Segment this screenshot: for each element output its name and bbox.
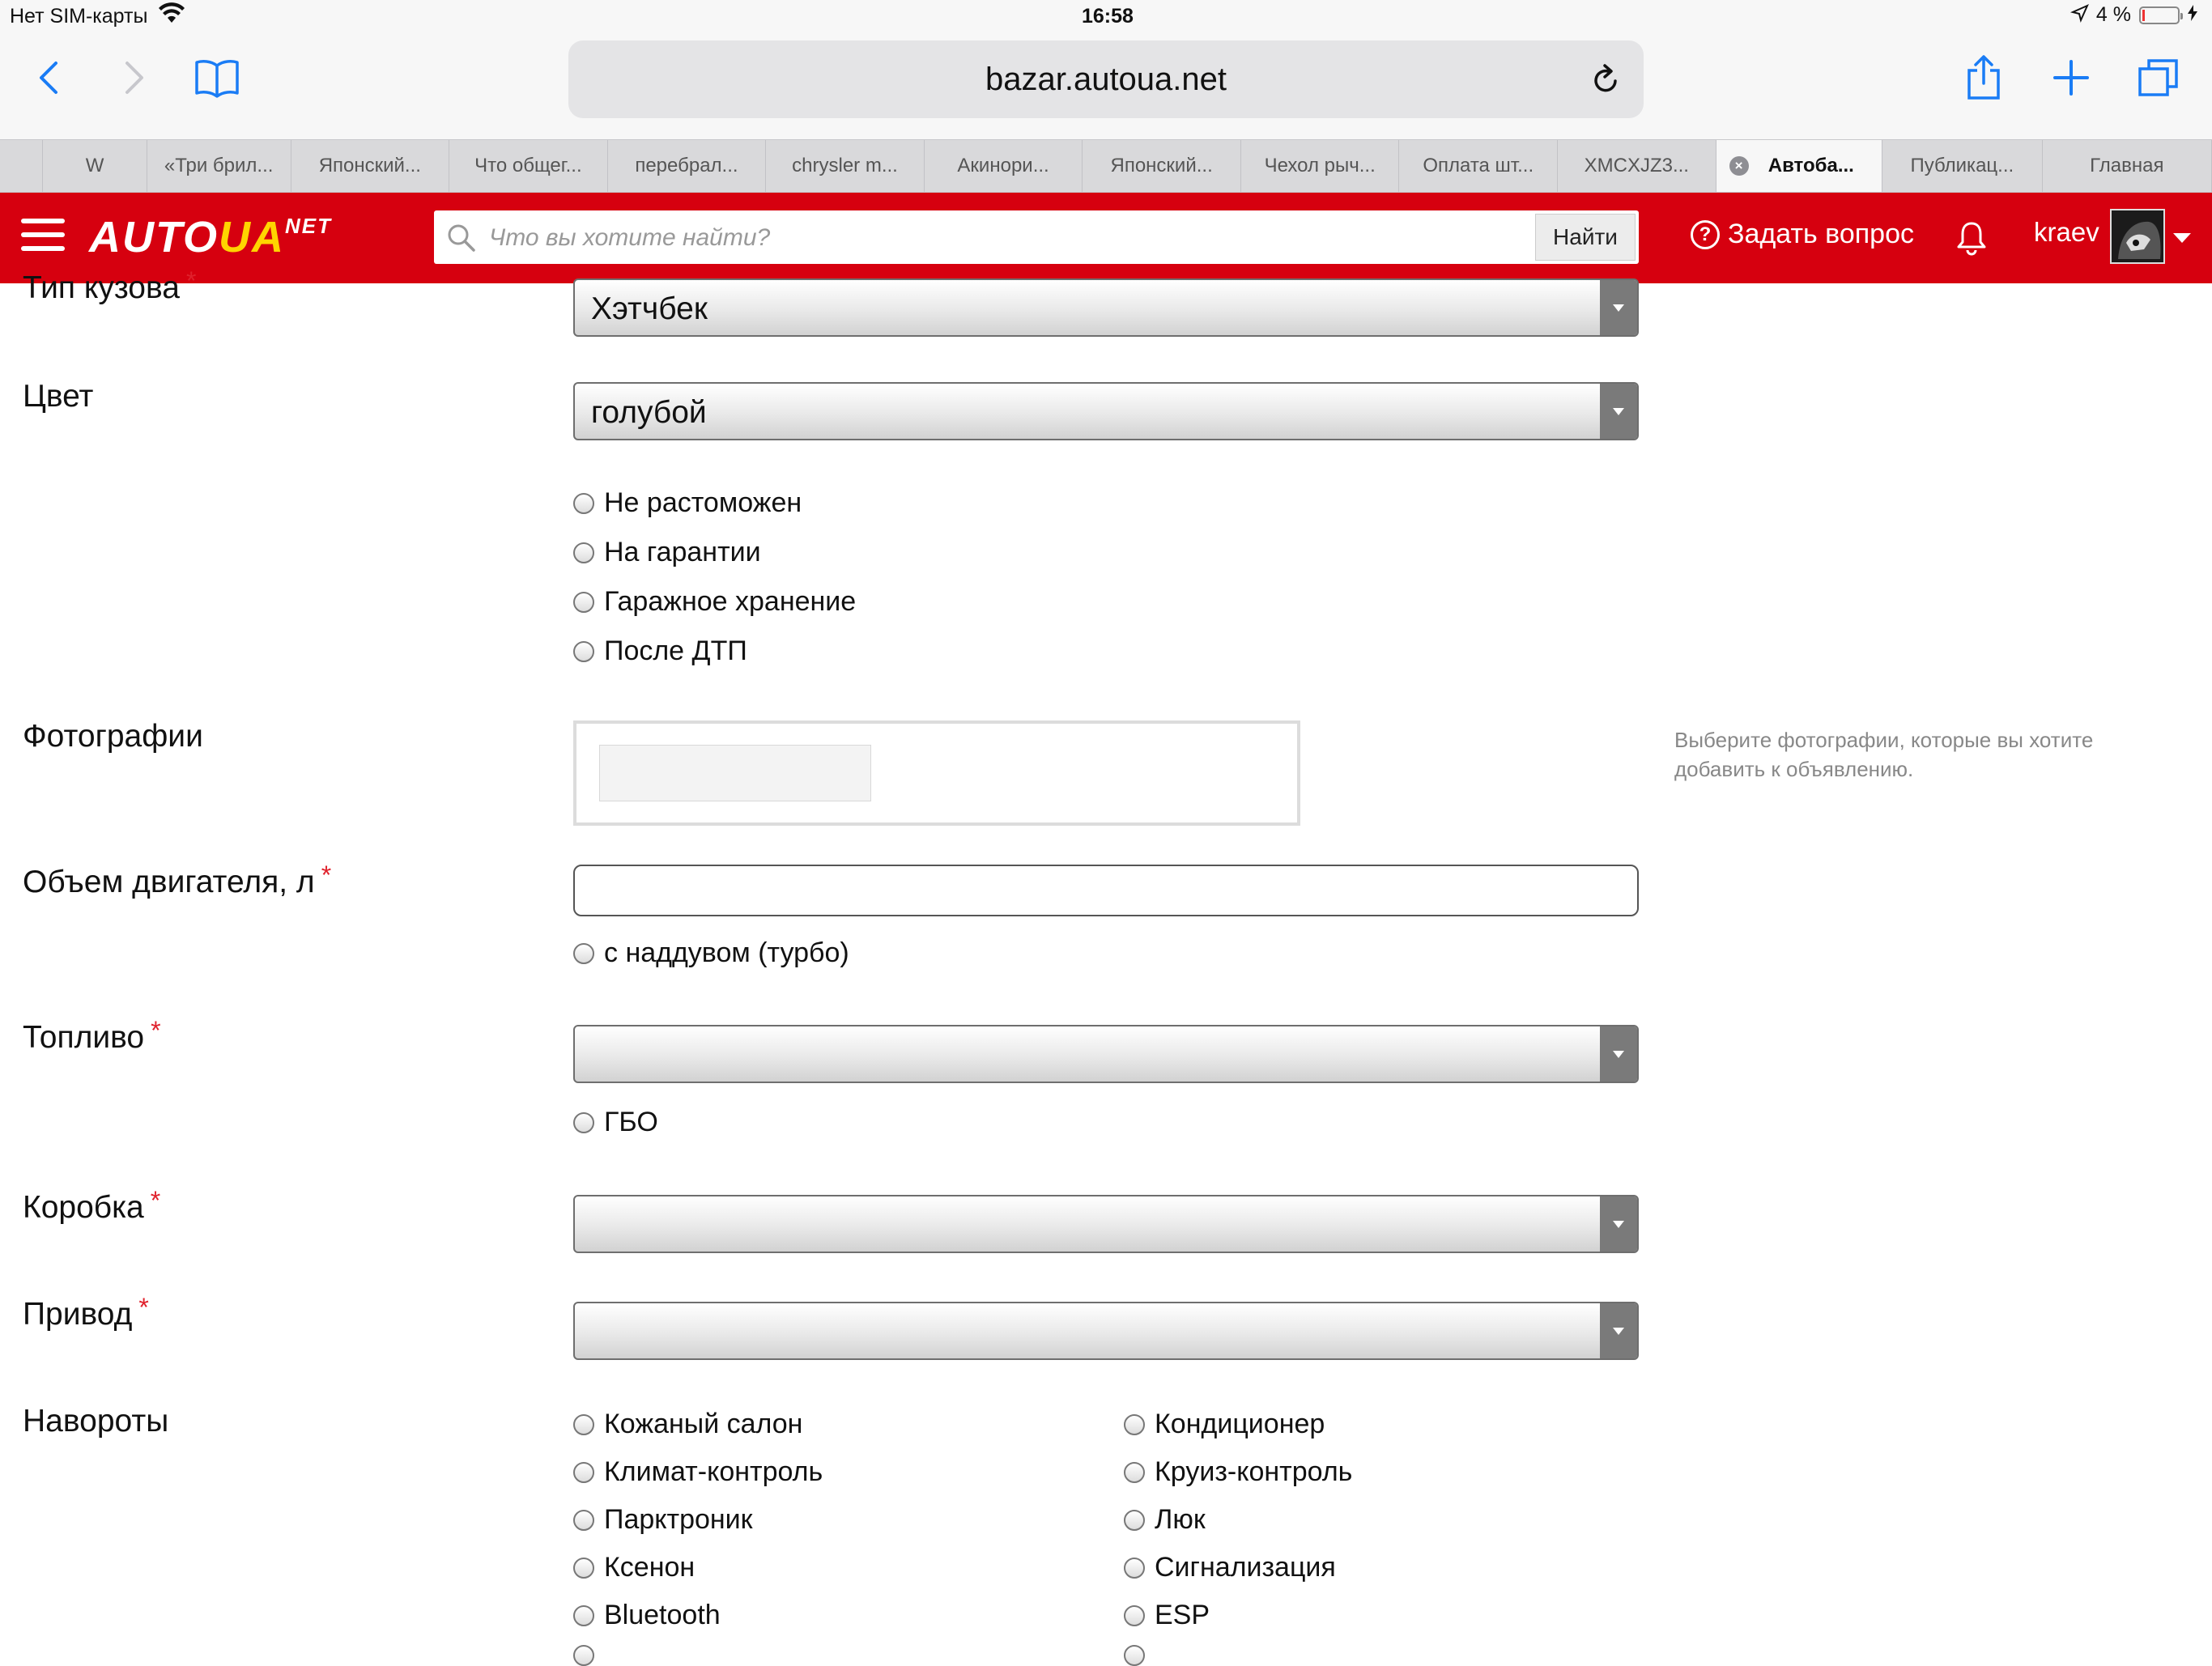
checkbox-sunroof[interactable]: Люк (1124, 1504, 1206, 1536)
ad-form (0, 266, 2212, 1658)
location-arrow-icon (2072, 3, 2088, 27)
reload-icon[interactable] (1590, 63, 1621, 100)
tab-item[interactable]: Японский... (291, 140, 450, 192)
tab-item-active[interactable] (1716, 140, 1882, 192)
tab-item[interactable] (0, 140, 43, 192)
ask-question-button[interactable] (1691, 219, 1914, 250)
body-type-value: Хэтчбек (591, 291, 708, 326)
battery-percent: 4 % (2095, 3, 2131, 26)
dropdown-arrow-icon (1600, 384, 1637, 439)
forward-button[interactable] (110, 53, 159, 102)
wifi-icon (159, 3, 185, 30)
back-button[interactable] (24, 53, 73, 102)
checkbox-bluetooth[interactable]: Bluetooth (573, 1600, 721, 1631)
checkbox[interactable] (573, 1462, 594, 1483)
checkbox-leather[interactable]: Кожаный салон (573, 1409, 802, 1440)
checkbox-xenon[interactable]: Ксенон (573, 1552, 695, 1583)
dropdown-arrow-icon (1600, 1026, 1637, 1082)
checkbox[interactable] (573, 1605, 594, 1626)
checkbox[interactable] (1124, 1605, 1145, 1626)
gearbox-select[interactable] (573, 1195, 1639, 1253)
url-text: bazar.autoua.net (985, 62, 1227, 97)
fuel-label: Топливо * (23, 1016, 161, 1055)
tab-item[interactable]: Публикац... (1882, 140, 2043, 192)
tab-item[interactable]: Оплата шт... (1399, 140, 1558, 192)
search-button[interactable]: Найти (1535, 214, 1636, 261)
checkbox-esp[interactable]: ESP (1124, 1600, 1210, 1631)
tab-item[interactable]: Чехол рыч... (1241, 140, 1400, 192)
checkbox-gbo[interactable]: ГБО (573, 1107, 658, 1138)
checkbox-parktronic[interactable]: Парктроник (573, 1504, 753, 1536)
dropdown-arrow-icon (1600, 1196, 1637, 1252)
choose-files-button[interactable] (599, 745, 871, 801)
checkbox-partial[interactable] (573, 1645, 604, 1666)
status-bar (0, 0, 2212, 34)
browser-toolbar (0, 34, 2212, 139)
checkbox[interactable] (573, 1510, 594, 1531)
engine-label: Объем двигателя, л * (23, 861, 332, 899)
checkbox-garage[interactable]: Гаражное хранение (573, 586, 856, 618)
drive-select[interactable] (573, 1302, 1639, 1360)
dropdown-arrow-icon (1600, 1303, 1637, 1358)
checkbox-warranty[interactable]: На гарантии (573, 537, 761, 568)
photos-label: Фотографии (23, 719, 203, 754)
menu-icon[interactable] (21, 219, 65, 256)
checkbox-turbo[interactable]: с наддувом (турбо) (573, 937, 849, 969)
fuel-select[interactable] (573, 1025, 1639, 1083)
checkbox[interactable] (1124, 1510, 1145, 1531)
search-input[interactable] (487, 219, 1543, 257)
bell-icon[interactable] (1956, 220, 1987, 260)
share-button[interactable] (1959, 53, 2008, 102)
search-icon (447, 223, 476, 257)
address-bar[interactable] (568, 40, 1644, 118)
site-search (434, 210, 1639, 264)
site-header (0, 193, 2212, 283)
checkbox[interactable] (573, 641, 594, 662)
checkbox-aircon[interactable]: Кондиционер (1124, 1409, 1325, 1440)
drive-label: Привод * (23, 1293, 149, 1332)
checkbox[interactable] (573, 592, 594, 613)
new-tab-button[interactable] (2047, 53, 2095, 102)
body-type-label: Тип кузова * (23, 266, 197, 305)
tab-item[interactable]: chrysler m... (766, 140, 925, 192)
question-icon: ? (1691, 220, 1720, 249)
checkbox[interactable] (573, 1112, 594, 1133)
checkbox[interactable] (1124, 1558, 1145, 1579)
color-label: Цвет (23, 379, 94, 414)
tab-label: Автоба... (1767, 155, 1854, 176)
ask-question-label: Задать вопрос (1728, 219, 1914, 249)
tab-bar (0, 139, 2212, 193)
checkbox[interactable] (1124, 1414, 1145, 1435)
checkbox[interactable] (573, 943, 594, 964)
charging-icon (2188, 3, 2197, 27)
close-icon[interactable]: × (1729, 156, 1749, 176)
checkbox-climate[interactable]: Климат-контроль (573, 1456, 823, 1488)
chevron-down-icon[interactable] (2173, 233, 2191, 243)
site-logo[interactable]: AUTOUANET (89, 213, 333, 261)
bookmarks-button[interactable] (193, 53, 241, 102)
engine-volume-input[interactable] (573, 865, 1639, 916)
tab-item[interactable]: Акинори... (925, 140, 1083, 192)
avatar[interactable] (2110, 209, 2165, 264)
tab-item[interactable]: Что общег... (449, 140, 608, 192)
checkbox[interactable] (573, 1645, 594, 1666)
checkbox[interactable] (1124, 1645, 1145, 1666)
tab-item[interactable]: W (43, 140, 147, 192)
tabs-overview-button[interactable] (2134, 53, 2183, 102)
tab-item[interactable]: XMCXJZ3... (1558, 140, 1716, 192)
gearbox-label: Коробка * (23, 1186, 161, 1225)
username[interactable]: kraev (2034, 217, 2099, 247)
body-type-select[interactable] (573, 278, 1639, 337)
clock: 16:58 (1082, 5, 1134, 28)
tab-item[interactable]: Японский... (1083, 140, 1241, 192)
battery-level (2142, 10, 2145, 21)
checkbox[interactable] (573, 1558, 594, 1579)
checkbox-after-accident[interactable]: После ДТП (573, 635, 747, 667)
checkbox[interactable] (573, 1414, 594, 1435)
checkbox-cruise[interactable]: Круиз-контроль (1124, 1456, 1352, 1488)
checkbox-partial[interactable] (1124, 1645, 1155, 1666)
checkbox[interactable] (1124, 1462, 1145, 1483)
tab-item[interactable]: перебрал... (608, 140, 767, 192)
color-select[interactable] (573, 382, 1639, 440)
photos-hint: Выберите фотографии, которые вы хотите добавить к объявлению. (1674, 728, 2094, 781)
carrier-label: Нет SIM-карты (10, 5, 148, 28)
tab-item[interactable]: «Три брил... (147, 140, 291, 192)
checkbox[interactable] (573, 493, 594, 514)
battery-icon (2139, 6, 2180, 24)
checkbox[interactable] (573, 542, 594, 563)
color-value: голубой (591, 395, 707, 430)
tab-item[interactable]: Главная (2043, 140, 2212, 192)
photo-upload (573, 720, 1300, 826)
dropdown-arrow-icon (1600, 280, 1637, 335)
extras-label: Навороты (23, 1404, 169, 1439)
checkbox-alarm[interactable]: Сигнализация (1124, 1552, 1336, 1583)
checkbox-not-cleared[interactable]: Не растоможен (573, 487, 802, 519)
